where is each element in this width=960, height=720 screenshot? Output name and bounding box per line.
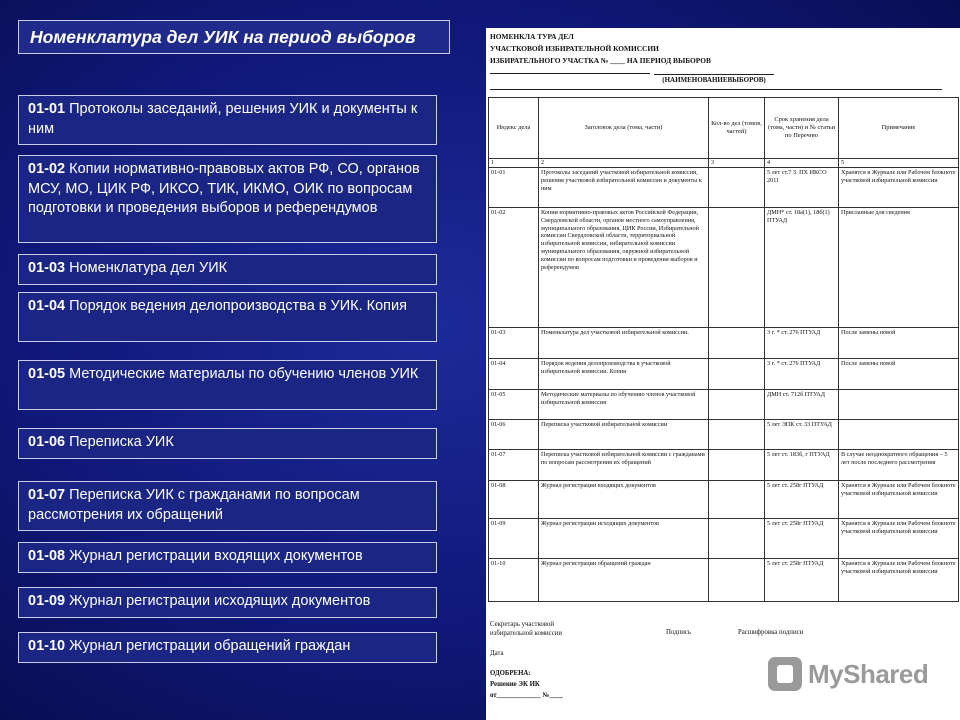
item-text: Порядок ведения делопроизводства в УИК. Копия bbox=[69, 298, 407, 314]
item-text: Журнал регистрации исходящих документов bbox=[69, 593, 371, 609]
item-code: 01-03 bbox=[28, 260, 66, 276]
cell-qty bbox=[709, 481, 765, 519]
cell-note: После замены новой bbox=[839, 359, 959, 390]
cell-term: 3 г. * ст. 276 ПТУАД bbox=[765, 328, 839, 359]
cell-term: 5 лет ст. 258г ПТУАД bbox=[765, 559, 839, 602]
cell-title: Порядок ведения делопроизводства в участковой избирательной комиссии. Копия bbox=[539, 359, 709, 390]
item-text: Номенклатура дел УИК bbox=[69, 260, 228, 276]
item-code: 01-06 bbox=[28, 434, 66, 450]
table-row bbox=[489, 420, 959, 450]
cell-qty bbox=[709, 450, 765, 481]
table-row bbox=[489, 559, 959, 602]
item-code: 01-02 bbox=[28, 161, 66, 177]
cell-term: 5 лет ст. 258г ПТУАД bbox=[765, 481, 839, 519]
column-number: 5 bbox=[839, 159, 959, 168]
cell-index: 01-08 bbox=[489, 481, 539, 519]
cell-note: В случае неоднократного обращения – 5 лет после последнего рассмотрения bbox=[839, 450, 959, 481]
list-item-01-08 bbox=[18, 542, 437, 573]
list-item-01-03 bbox=[18, 254, 437, 285]
list-item-01-05 bbox=[18, 360, 437, 410]
cell-note: Хранятся в Журнале или Рабочем блокноте участковой избирательной комиссии bbox=[839, 168, 959, 208]
doc-header-line: УЧАСТКОВОЙ ИЗБИРАТЕЛЬНОЙ КОМИССИИ bbox=[490, 44, 659, 53]
cell-index: 01-09 bbox=[489, 519, 539, 559]
item-code: 01-09 bbox=[28, 593, 66, 609]
cell-index: 01-04 bbox=[489, 359, 539, 390]
cell-qty bbox=[709, 519, 765, 559]
item-code: 01-08 bbox=[28, 548, 66, 564]
table-row bbox=[489, 208, 959, 328]
cell-title: Методические материалы по обучению членов участковой избирательной комиссии bbox=[539, 390, 709, 420]
column-header: Срок хранения дела (тома, части) и № статьи по Перечню bbox=[765, 98, 839, 159]
item-code: 01-05 bbox=[28, 366, 66, 382]
cell-term: 5 лет ст.7 З. ПХ ИКСО 2011 bbox=[765, 168, 839, 208]
doc-header-line: НОМЕНКЛА ТУРА ДЕЛ bbox=[490, 32, 574, 41]
list-item-01-07 bbox=[18, 481, 437, 531]
item-text: Журнал регистрации обращений граждан bbox=[69, 638, 351, 654]
cell-title: Журнал регистрации обращений граждан bbox=[539, 559, 709, 602]
column-header: Примечание bbox=[839, 98, 959, 159]
doc-header-line: ИЗБИРАТЕЛЬНОГО УЧАСТКА № ____ НА ПЕРИОД ВЫБОРОВ bbox=[490, 56, 711, 65]
cell-qty bbox=[709, 420, 765, 450]
table-row bbox=[489, 328, 959, 359]
table-header-row bbox=[489, 98, 959, 159]
cell-title: Протоколы заседаний участковой избирательной комиссии, решения участковой избирательной комиссии и документы к ним bbox=[539, 168, 709, 208]
list-item-01-10 bbox=[18, 632, 437, 663]
footer-date: Дата bbox=[490, 650, 504, 657]
column-number: 1 bbox=[489, 159, 539, 168]
item-text: Журнал регистрации входящих документов bbox=[69, 548, 363, 564]
cell-index: 01-03 bbox=[489, 328, 539, 359]
cell-term: 5 лет ст. 183б, г ПТУАД bbox=[765, 450, 839, 481]
column-number: 4 bbox=[765, 159, 839, 168]
item-code: 01-04 bbox=[28, 298, 66, 314]
item-text: Протоколы заседаний, решения УИК и документы к ним bbox=[28, 101, 418, 137]
cell-title: Журнал регистрации входящих документов bbox=[539, 481, 709, 519]
footer-sign: Подпись bbox=[666, 629, 691, 636]
cell-note: Хранятся в Журнале или Рабочем блокноте участковой избирательной комиссии bbox=[839, 559, 959, 602]
watermark-text: MyShared bbox=[808, 658, 929, 689]
presentation-icon bbox=[768, 657, 802, 691]
footer-decode: Расшифровка подписи bbox=[738, 629, 804, 636]
cell-term: 3 г. * ст. 276 ПТУАД bbox=[765, 359, 839, 390]
table-row bbox=[489, 481, 959, 519]
item-code: 01-07 bbox=[28, 487, 66, 503]
nomenclature-document-image bbox=[486, 28, 960, 720]
cell-qty bbox=[709, 559, 765, 602]
nomenclature-table bbox=[488, 97, 959, 602]
footer-secretary: Секретарь участковой избирательной комиссии bbox=[490, 621, 562, 637]
table-row bbox=[489, 519, 959, 559]
list-item-01-04 bbox=[18, 292, 437, 342]
underline bbox=[490, 73, 650, 74]
cell-note: Присланные для сведения bbox=[839, 208, 959, 328]
item-text: Методические материалы по обучению членов УИК bbox=[69, 366, 419, 382]
footer-from: от_____________ №____ bbox=[490, 692, 563, 699]
watermark bbox=[768, 654, 928, 694]
footer-decision: Решение ЭК ИК bbox=[490, 681, 540, 688]
table-row bbox=[489, 450, 959, 481]
cell-qty bbox=[709, 168, 765, 208]
item-text: Переписка УИК bbox=[69, 434, 174, 450]
cell-index: 01-02 bbox=[489, 208, 539, 328]
underline bbox=[490, 89, 942, 90]
column-header: Кол-во дел (томов, частей) bbox=[709, 98, 765, 159]
cell-title: Переписка участковой избирательной комиссии bbox=[539, 420, 709, 450]
list-item-01-06 bbox=[18, 428, 437, 459]
cell-note bbox=[839, 390, 959, 420]
item-code: 01-10 bbox=[28, 638, 66, 654]
item-code: 01-01 bbox=[28, 101, 66, 117]
cell-title: Копии нормативно-правовых актов Российской Федерации, Свердловской области, органов местного самоуправления, муниципального образования, ЦИК России, Избирательной комиссии Свердловской области, территориальной избирательной комиссии, избирательной комиссии муниципального образования, окружной избирательной комиссии по вопросам подготовки и проведения выборов и референдумов bbox=[539, 208, 709, 328]
list-item-01-09 bbox=[18, 587, 437, 618]
column-number: 3 bbox=[709, 159, 765, 168]
list-item-01-02 bbox=[18, 155, 437, 243]
cell-note: После замены новой bbox=[839, 328, 959, 359]
cell-qty bbox=[709, 390, 765, 420]
cell-index: 01-05 bbox=[489, 390, 539, 420]
table-number-row bbox=[489, 159, 959, 168]
cell-index: 01-07 bbox=[489, 450, 539, 481]
cell-note: Хранятся в Журнале или Рабочем блокноте участковой избирательной комиссии bbox=[839, 519, 959, 559]
cell-index: 01-06 bbox=[489, 420, 539, 450]
list-item-01-01 bbox=[18, 95, 437, 145]
cell-note: Хранятся в Журнале или Рабочем блокноте участковой избирательной комиссии bbox=[839, 481, 959, 519]
cell-title: Журнал регистрации исходящих документов bbox=[539, 519, 709, 559]
column-header: Заголовок дела (тома, части) bbox=[539, 98, 709, 159]
cell-title: Номенклатура дел участковой избирательной комиссии. bbox=[539, 328, 709, 359]
cell-term: ДМН ст. 712б ПТУАД bbox=[765, 390, 839, 420]
cell-term: 5 лет ЭПК ст. 33 ПТУАД bbox=[765, 420, 839, 450]
cell-term: ДМН* ст. 18а(1), 18б(1) ПТУАД bbox=[765, 208, 839, 328]
cell-qty bbox=[709, 359, 765, 390]
item-text: Переписка УИК с гражданами по вопросам рассмотрения их обращений bbox=[28, 487, 360, 523]
cell-qty bbox=[709, 208, 765, 328]
cell-qty bbox=[709, 328, 765, 359]
table-row bbox=[489, 168, 959, 208]
cell-term: 5 лет ст. 258г ПТУАД bbox=[765, 519, 839, 559]
cell-note bbox=[839, 420, 959, 450]
cell-index: 01-10 bbox=[489, 559, 539, 602]
column-number: 2 bbox=[539, 159, 709, 168]
cell-index: 01-01 bbox=[489, 168, 539, 208]
doc-header-paren: (НАИМЕНОВАНИЕВЫБОРОВ) bbox=[654, 74, 774, 84]
cell-title: Переписка участковой избирательной комиссии с гражданами по вопросам рассмотрения их обращений bbox=[539, 450, 709, 481]
table-row bbox=[489, 390, 959, 420]
table-row bbox=[489, 359, 959, 390]
footer-approved: ОДОБРЕНА: bbox=[490, 670, 531, 677]
item-text: Копии нормативно-правовых актов РФ, СО, органов МСУ, МО, ЦИК РФ, ИКСО, ТИК, ИКМО, ОИК по вопросам подготовки и проведения выборов и референдумов bbox=[28, 161, 420, 216]
column-header: Индекс дела bbox=[489, 98, 539, 159]
page-title: Номенклатура дел УИК на период выборов bbox=[18, 20, 450, 54]
